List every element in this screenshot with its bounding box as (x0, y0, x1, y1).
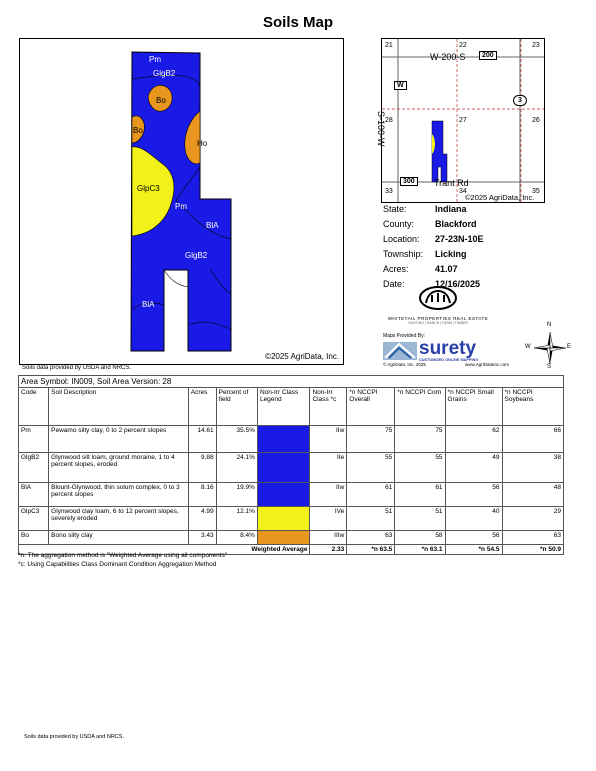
soils-map (19, 38, 344, 365)
soil-code: GlgB2 (19, 453, 49, 483)
map-label: GlgB2 (153, 69, 176, 78)
nccpi-corn: 51 (395, 507, 445, 531)
section-number: 35 (532, 188, 540, 195)
class-legend-swatch (257, 483, 309, 507)
soil-acres: 14.61 (188, 426, 216, 453)
nccpi-corn: 75 (395, 426, 445, 453)
whitetail-logo (383, 285, 493, 333)
road-label: S-100-W (376, 111, 386, 147)
section-number: 23 (532, 42, 540, 49)
soil-percent: 8.4% (216, 531, 257, 545)
locator-map (376, 38, 545, 203)
section-number: 34 (459, 188, 467, 195)
area-symbol: Area Symbol: IN009, Soil Area Version: 28 (19, 376, 564, 388)
soil-acres: 9.88 (188, 453, 216, 483)
table-header: Percent of field (216, 388, 257, 426)
surety-name: surety (419, 338, 477, 359)
locator-field (432, 121, 447, 182)
soil-percent: 35.5% (216, 426, 257, 453)
whitetail-sub: HUNTING | RANCH | FARM | TIMBER (408, 321, 468, 325)
table-row (19, 453, 564, 483)
nccpi-small-grains: 56 (445, 531, 502, 545)
section-number: 33 (385, 188, 393, 195)
soil-description: Pewamo silty clay, 0 to 2 percent slopes (49, 426, 189, 453)
road-shield: 300 (400, 177, 418, 186)
table-header: Code (19, 388, 49, 426)
soil-code: Pm (19, 426, 49, 453)
compass-s: S (547, 364, 552, 370)
nccpi-corn: 55 (395, 453, 445, 483)
surety-tagline: CUSTOMIZED ONLINE MAPPING (419, 358, 479, 362)
nccpi-overall: 55 (347, 453, 395, 483)
road-label: Trant Rd (434, 178, 469, 188)
soil-description: Glynwood clay loam, 6 to 12 percent slopes, severely eroded (49, 507, 189, 531)
table-header: Non-Irr Class *c (310, 388, 347, 426)
compass-w: W (525, 344, 531, 350)
class-legend-swatch (257, 453, 309, 483)
nccpi-small-grains: 49 (445, 453, 502, 483)
surety-credit: © AgriData, Inc. 2025 (383, 362, 426, 367)
info-state: State: Indiana (383, 204, 467, 214)
compass-rose (525, 322, 572, 370)
section-number: 26 (532, 117, 540, 124)
compass-n: N (547, 322, 552, 328)
soil-acres: 3.43 (188, 531, 216, 545)
non-irr-class: IIe (310, 453, 347, 483)
nccpi-small-grains: 56 (445, 483, 502, 507)
soil-acres: 8.16 (188, 483, 216, 507)
footnotes (18, 551, 227, 569)
road-shield: W (394, 81, 407, 90)
table-header: Soil Description (49, 388, 189, 426)
weighted-grains: *n 54.5 (445, 545, 502, 555)
whitetail-name: WHITETAIL PROPERTIES REAL ESTATE (387, 316, 489, 321)
nccpi-overall: 61 (347, 483, 395, 507)
non-irr-class: IIIw (310, 531, 347, 545)
nccpi-soybeans: 38 (502, 453, 564, 483)
maps-provided-by: Maps Provided By: (383, 333, 425, 339)
soil-percent: 24.1% (216, 453, 257, 483)
footnote: *c: Using Capabilities Class Dominant Condition Aggregation Method (18, 561, 217, 568)
map-label: BlA (142, 300, 155, 309)
info-date: Date: 12/16/2025 (383, 279, 481, 289)
soils-table (18, 375, 564, 555)
map-label: Pm (149, 55, 161, 64)
weighted-corn: *n 63.1 (395, 545, 445, 555)
page-title: Soils Map (262, 14, 333, 31)
surety-mark-icon (383, 340, 417, 362)
weighted-class: 2.33 (310, 545, 347, 555)
non-irr-class: IIw (310, 426, 347, 453)
table-row (19, 507, 564, 531)
table-header: *n NCCPI Corn (395, 388, 445, 426)
nccpi-overall: 75 (347, 426, 395, 453)
compass-e: E (567, 344, 572, 350)
class-legend-swatch (257, 531, 309, 545)
table-row (19, 531, 564, 545)
footnote: *n: The aggregation method is "Weighted Average using all components" (18, 552, 228, 559)
soil-description: Glynwood silt loam, ground moraine, 1 to 4 percent slopes, eroded (49, 453, 189, 483)
info-county: County: Blackford (383, 219, 477, 229)
weighted-soybeans: *n 50.9 (502, 545, 564, 555)
antler-icon (418, 285, 458, 311)
map-label: Ho (197, 139, 208, 148)
non-irr-class: IVe (310, 507, 347, 531)
map-label: Pm (175, 202, 187, 211)
map-label: Bo (156, 96, 166, 105)
nccpi-small-grains: 40 (445, 507, 502, 531)
info-acres: Acres: 41.07 (383, 264, 458, 274)
map-label: GlpC3 (137, 184, 160, 193)
table-header: Acres (188, 388, 216, 426)
nccpi-soybeans: 29 (502, 507, 564, 531)
surety-url: www.AgriDataInc.com (464, 362, 509, 367)
weighted-label: Weighted Average (19, 545, 310, 555)
nccpi-soybeans: 66 (502, 426, 564, 453)
weighted-overall: *n 63.5 (347, 545, 395, 555)
map-label: Bo (133, 126, 143, 135)
usda-note: Soils data provided by USDA and NRCS. (22, 365, 132, 371)
nccpi-soybeans: 63 (502, 531, 564, 545)
table-header: Non-Irr Class Legend (257, 388, 309, 426)
info-location: Location: 27-23N-10E (383, 234, 484, 244)
surety-logo (383, 333, 515, 373)
soil-percent: 12.1% (216, 507, 257, 531)
nccpi-soybeans: 48 (502, 483, 564, 507)
table-row (19, 426, 564, 453)
map-credit: ©2025 AgriData, Inc. (265, 352, 339, 361)
nccpi-overall: 51 (347, 507, 395, 531)
soil-code: GlpC3 (19, 507, 49, 531)
soil-code: Bo (19, 531, 49, 545)
section-number: 27 (459, 117, 467, 124)
class-legend-swatch (257, 507, 309, 531)
usda-note-footer: Soils data provided by USDA and NRCS. (24, 734, 124, 740)
table-header: *n NCCPI Small Grains (445, 388, 502, 426)
road-shield: 200 (479, 51, 497, 60)
road-shield: 3 (513, 95, 527, 106)
section-number: 28 (385, 117, 393, 124)
soil-description: Bono silty clay (49, 531, 189, 545)
nccpi-corn: 61 (395, 483, 445, 507)
map-label: GlgB2 (185, 251, 208, 260)
table-header: *n NCCPI Soybeans (502, 388, 564, 426)
road-label: W-200-S (430, 52, 466, 62)
soil-description: Blount-Glynwood, thin solum complex, 0 to 3 percent slopes (49, 483, 189, 507)
nccpi-corn: 58 (395, 531, 445, 545)
info-township: Township: Licking (383, 249, 467, 259)
section-number: 21 (385, 42, 393, 49)
table-header: *n NCCPI Overall (347, 388, 395, 426)
table-header-row (19, 388, 564, 426)
nccpi-small-grains: 62 (445, 426, 502, 453)
soil-percent: 19.9% (216, 483, 257, 507)
non-irr-class: IIw (310, 483, 347, 507)
soil-acres: 4.99 (188, 507, 216, 531)
class-legend-swatch (257, 426, 309, 453)
table-row (19, 483, 564, 507)
locator-credit: ©2025 AgriData, Inc. (465, 193, 535, 202)
nccpi-overall: 63 (347, 531, 395, 545)
soil-code: BlA (19, 483, 49, 507)
section-number: 22 (459, 42, 467, 49)
map-label: BlA (206, 221, 219, 230)
